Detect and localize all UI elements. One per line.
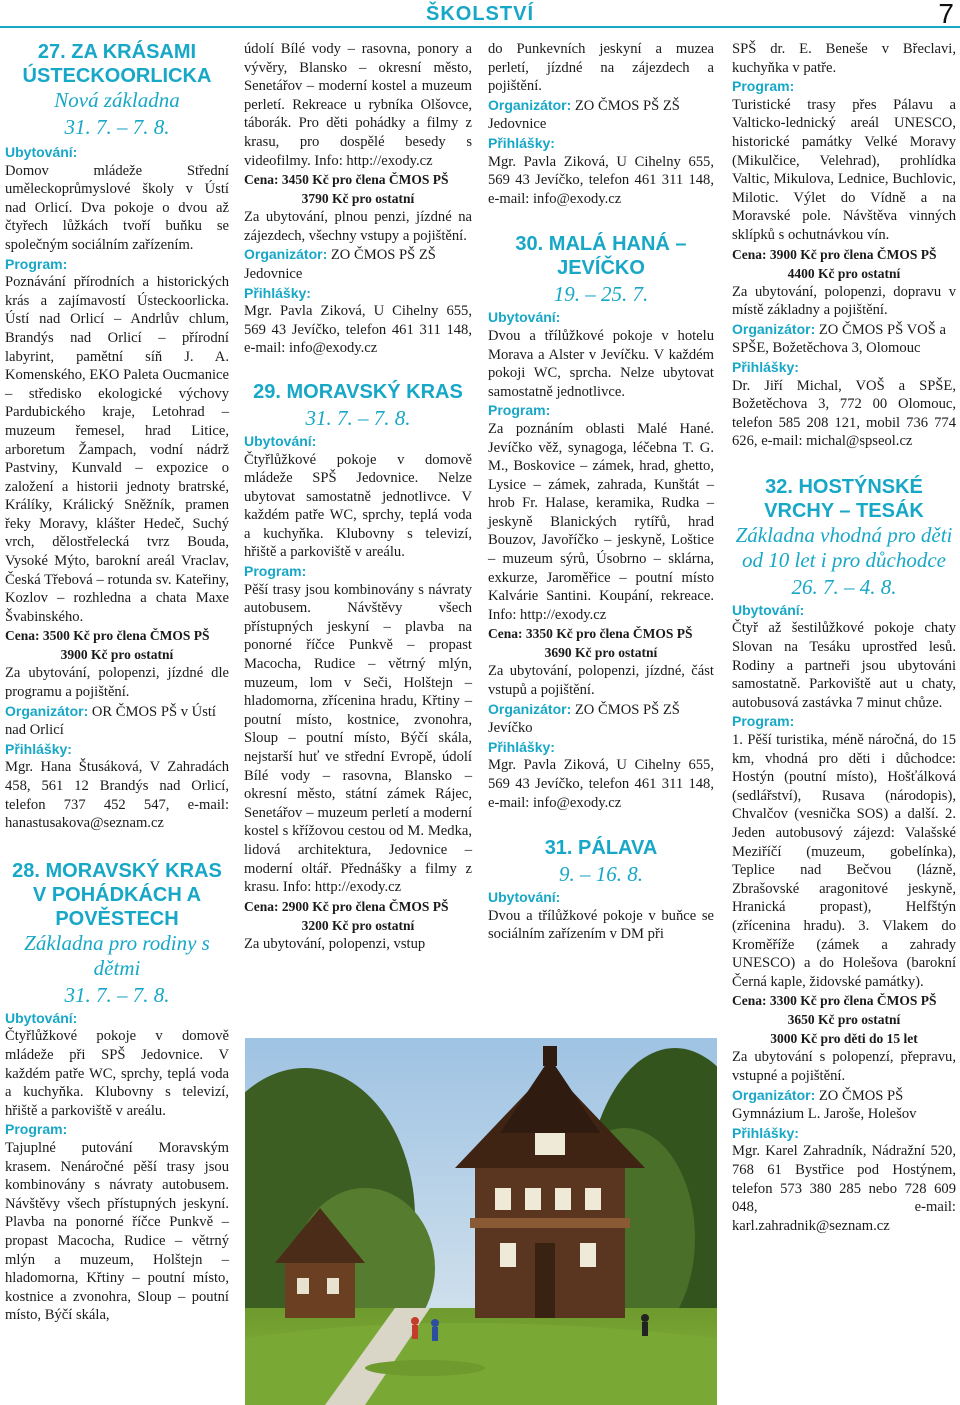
section-28-program-label: Program: [5,1121,68,1138]
section-32-subtitle: Základna vhodná pro děti od 10 let i pro důchodce [735,522,953,572]
section-32-applications-label: Přihlášky: [732,1124,799,1141]
section-30-organizer-text: ZO ČMOS PŠ ZŠ Jevíčko [488,701,680,737]
section-27-organizer [5,702,229,740]
section-32-price-note: Za ubytování s polopenzí, přepravu, vstupné a pojištění. [732,1049,956,1084]
section-31-price-other: 4400 Kč pro ostatní [787,265,901,281]
section-27-subtitle: Nová základna [54,88,180,112]
section-29-organizer-text: ZO ČMOS PŠ ZŠ Jedovnice [488,97,680,133]
page-number: 7 [938,0,954,29]
section-27-applications-label: Přihlášky: [5,740,72,757]
section-31-organizer [732,320,956,358]
section-30-applications-label: Přihlášky: [488,738,555,755]
section-32-program-label: Program: [732,713,795,730]
section-30-title: 30. MALÁ HANÁ – JEVÍČKO [515,233,687,280]
section-31-price-note: Za ubytování, polopenzi, dopravu v místě základny a pojištění. [732,283,956,319]
section-27-title: 27. ZA KRÁSAMI ÚSTECKOORLICKA [22,41,212,87]
section-30-price-note: Za ubytování, polopenzi, jízdné, část vstupů a pojištění. [488,663,714,699]
section-31-organizer-text: ZO ČMOS PŠ VOŠ a SPŠE, Božetěchova 3, Olomouc [732,321,946,357]
section-32-organizer-text: ZO ČMOS PŠ Gymnázium L. Jaroše, Holešov [732,1087,917,1123]
column-1 [5,40,229,1325]
section-29-title: 29. MORAVSKÝ KRAS [253,380,463,403]
section-27-price-other: 3900 Kč pro ostatní [60,647,174,663]
section-32-title: 32. HOSTÝNSKÉ VRCHY – TESÁK [764,475,924,522]
section-28-title: 28. MORAVSKÝ KRAS V POHÁDKÁCH A POVĚSTECH [12,859,222,930]
section-31-program-label: Program: [732,78,795,95]
section-29-program: Pěší trasy jsou kombinovány s návraty autobusem. Návštěvy všech přístupných jeskyní – plavba na ponorné říčce Punkvě – propast Macocha, Rudice – větrný mlýn, muzeum, lom v Seči, Holštejn – hladomorna, zřícenina hradu, Křtiny – poutní místo, kostnice, zvonohra, Sloup – poutní místo, Býčí skála, nejstarší huť ve střední Evropě, údolí Bílé vody – rasovna, Blansko – okresní město, státní zámek Rájec, Senetářov – muzeum perletí a moderní kostel s křížovou cestou od M. Medka, lidová architektura, Jedovnice – moderní oltář. Přednášky a filmy z krasu. Info: http://exody.cz [244,581,472,896]
section-29-price-other: 3200 Kč pro ostatní [301,917,415,933]
section-28-applications: Mgr. Pavla Ziková, U Cihelny 655, 569 43 Jevíčko, telefon 461 311 148, e-mail: info@exody.cz [244,303,472,357]
section-31-organizer-label: Organizátor: [732,320,816,337]
section-32-price-other: 3650 Kč pro ostatní [787,1012,901,1028]
section-27-organizer-label: Organizátor: [5,702,89,719]
section-30-program: Za poznáním oblasti Malé Hané. Jevíčko věž, synagoga, léčebna T. G. M., Boskovice – zámek, hrad, ghetto, Lysice – zámek, zahrada, Kunštát – hrob Fr. Halase, keramika, Rudka – jeskyně Blanických rytířů, hrad Bouzov, Javoříčko – jeskyně, Loštice – muzeum sýrů, Úsobrno – sklárna, exkurze, Jaroměřice – poutní místo Kalvárie Santini. Koupání, rekreace. Info: http://exody.cz [488,420,714,623]
section-28-program-continued: údolí Bílé vody – rasovna, ponory a vývěry, Blansko – okresní město, Senetářov – moderní kostel a muzeum perletí. Rekreace u rybníka Olšovce, táborák. Pro děti pohádky a filmy z krasu, pro dospělé besedy s videofilmy. Info: http://exody.cz [244,41,472,169]
section-29-organizer [488,96,714,134]
section-29-price-member: Cena: 2900 Kč pro člena ČMOS PŠ [244,898,449,914]
section-27-accommodation: Domov mládeže Střední uměleckoprůmyslové školy v Ústí nad Orlicí. Dva pokoje o dvou až čtyřech lůžkách tvoří buňku se společným sociálním zařízením. [5,162,229,253]
section-32-dates: 26. 7. – 4. 8. [791,574,897,599]
section-32-organizer [732,1086,956,1124]
section-31-applications: Dr. Jiří Michal, VOŠ a SPŠE, Božetěchova 3, 772 00 Olomouc, telefon 585 208 121, mobil 736 774 626, e-mail: michal@spseol.cz [732,377,956,450]
section-30-price-member: Cena: 3350 Kč pro člena ČMOS PŠ [488,626,693,642]
section-27-dates: 31. 7. – 7. 8. [64,115,170,139]
section-31-program: Turistické trasy přes Pálavu a Valticko-lednický areál UNESCO, historické památky Velké Moravy (Mikulčice, Velehrad), prohlídka Valtic, Mikulova, Lednice, Buchlovic, Milotic. Výlet do Vídně a na Moravské pole. Návštěva vinných sklípků s ochutnávkou vín. [732,96,956,243]
section-27-program-label: Program: [5,255,68,272]
section-29-accommodation-label: Ubytování: [244,432,317,449]
section-29-organizer-label: Organizátor: [488,96,572,113]
section-32-program: 1. Pěší turistika, méně náročná, do 15 km, vhodná pro děti i důchodce: Hostýn (poutní místo), Hošťálková (sedlářství), Rusava (národopis), Chvalčov (vesnička SOS) a další. 2. Jeden autobusový zájezd: Valašské Meziříčí (muzeum, gobelínka), Teplice nad Bečvou (lázně, Zbrašovské aragonitové jeskyně, Hranická propast), Helfštýn (zřícenina hradu). 3. Vlakem do Kroměříže (zámek a zahrady UNESCO) a do Holešova (barokní Černá kaple, židovské památky). [732,732,956,990]
section-30-program-label: Program: [488,402,551,419]
column-3 [488,40,714,944]
section-27-program: Poznávání přírodních a historických krás a zajímavostí Ústeckoorlicka. Ústí nad Orlicí – Andrlův chlum, Brandýs nad Orlicí – přírodní labyrint, pamětní síň J. A. Komenského, EKO Paleta Oucmanice – středisko ekologické výchovy Pardubického kraje, Letohrad – muzeum řemesel, hrad Litice, arboretum Žampach, vodní nádrž Pastviny, Kunvald – expozice o založení a historii jednoty bratrské, Králíky, Králický Sněžník, pramen řeky Moravy, klášter Hedeč, Suchý vrch, dělostřelecká tvrz Bouda, Vysoké Mýto, barokní areál Vraclav, Česká Třebová – rotunda sv. Kateřiny, Kozlov – rozhledna a chata Maxe Švabinského. [5,274,229,625]
column-4 [732,40,956,1235]
section-30-dates: 19. – 25. 7. [553,282,649,307]
section-29-applications-label: Přihlášky: [488,134,555,151]
section-30-organizer [488,700,714,738]
section-29-price-note-continued: do Punkevních jeskyní a muzea perletí, jízdné na zájezdech a pojištění. [488,41,714,95]
section-32-applications: Mgr. Karel Zahradník, Nádražní 520, 768 61 Bystřice pod Hostýnem, telefon 573 380 285 nebo 728 609 048, e-mail: karl.zahradnik@seznam.cz [732,1143,956,1234]
section-29-accommodation: Čtyřlůžkové pokoje v domově mládeže SPŠ Jedovnice. Nelze ubytovat samostatně jednotlivce. V každém patře WC, sprchy, teplá voda a kuchyňka. Klubovny s televizí, hřiště a parkoviště v areálu. [244,451,472,561]
section-31-title: 31. PÁLAVA [544,837,658,860]
section-29-applications: Mgr. Pavla Ziková, U Cihelny 655, 569 43 Jevíčko, telefon 461 311 148, e-mail: info@exody.cz [488,153,714,207]
section-31-accommodation: Dvou a třílůžkové pokoje v buňce se sociálním zařízením v DM při [488,907,714,943]
section-28-accommodation: Čtyřlůžkové pokoje v domově mládeže při SPŠ Jedovnice. V každém patře WC, sprchy, teplá voda a kuchyňka. Klubovny s televizí, hřiště a parkoviště v areálu. [5,1028,229,1119]
chalet-photo-illustration [245,1038,717,1405]
section-28-organizer-label: Organizátor: [244,246,328,263]
section-30-price-other: 3690 Kč pro ostatní [544,645,658,661]
section-27-applications: Mgr. Hana Štusáková, V Zahradách 458, 561 12 Brandýs nad Orlicí, telefon 737 452 547, e-mail: hanastusakova@seznam.cz [5,759,229,832]
section-29-program-label: Program: [244,563,307,580]
section-29-price-note: Za ubytování, polopenzi, vstup [244,935,426,952]
section-32-price-member: Cena: 3300 Kč pro člena ČMOS PŠ [732,993,937,1009]
section-31-accommodation-continued: SPŠ dr. E. Beneše v Břeclavi, kuchyňka v patře. [732,41,956,76]
section-31-applications-label: Přihlášky: [732,358,799,375]
section-header: ŠKOLSTVÍ [425,3,534,25]
section-28-organizer-text: ZO ČMOS PŠ ZŠ Jedovnice [244,247,436,282]
section-30-applications: Mgr. Pavla Ziková, U Cihelny 655, 569 43 Jevíčko, telefon 461 311 148, e-mail: info@exody.cz [488,757,714,811]
chalet-photo [245,1038,717,1405]
section-29-dates: 31. 7. – 7. 8. [305,405,411,430]
section-28-organizer [244,245,472,283]
section-30-accommodation-label: Ubytování: [488,309,561,326]
section-31-accommodation-label: Ubytování: [488,889,561,906]
section-32-accommodation-label: Ubytování: [732,601,805,618]
section-28-dates: 31. 7. – 7. 8. [64,982,170,1007]
section-31-dates: 9. – 16. 8. [559,862,643,887]
section-32-organizer-label: Organizátor: [732,1086,816,1103]
section-28-program: Tajuplné putování Moravským krasem. Nenáročné pěší trasy jsou kombinovány s návraty autobusem. Návštěvy všech přístupných jeskyní. Plavba na ponorné říčce Punkvě – propast Macocha, Rudice – větrný mlýn a muzeum, Holštejn – hladomorna, Křtiny – poutní místo, kostnice a zvonohra, Sloup – poutní místo, Býčí skála, [5,1139,229,1324]
section-28-price-member: Cena: 3450 Kč pro člena ČMOS PŠ [244,172,449,188]
section-31-price-member: Cena: 3900 Kč pro člena ČMOS PŠ [732,246,937,262]
section-28-price-other: 3790 Kč pro ostatní [301,191,415,207]
column-2 [244,40,472,953]
section-32-price-children: 3000 Kč pro děti do 15 let [770,1031,918,1047]
section-32-accommodation: Čtyř až šestilůžkové pokoje chaty Slovan na Tesáku uprostřed lesů. Rodiny a partneři jsou ubytováni samostatně. Parkoviště aut u chaty, autobusová zastávka 7 minut chůze. [732,620,956,711]
section-28-price-note: Za ubytování, plnou penzi, jízdné na zájezdech, všechny vstupy a pojištění. [244,209,472,244]
section-30-organizer-label: Organizátor: [488,700,572,717]
section-27-price-note: Za ubytování, polopenzi, jízdné dle programu a pojištění. [5,665,229,701]
section-27-price-member: Cena: 3500 Kč pro člena ČMOS PŠ [5,628,210,644]
section-27-organizer-text: OR ČMOS PŠ v Ústí nad Orlicí [5,703,216,739]
section-28-accommodation-label: Ubytování: [5,1009,78,1026]
section-28-subtitle: Základna pro rodiny s dětmi [24,930,210,980]
section-30-accommodation: Dvou a třílůžkové pokoje v hotelu Morava a Alster v Jevíčku. V každém pokoji WC, sprcha. Nelze ubytovat samostatně jednotlivce. [488,327,714,400]
section-28-applications-label: Přihlášky: [244,284,311,301]
section-27-accommodation-label: Ubytování: [5,144,78,160]
header-rule [0,26,960,28]
